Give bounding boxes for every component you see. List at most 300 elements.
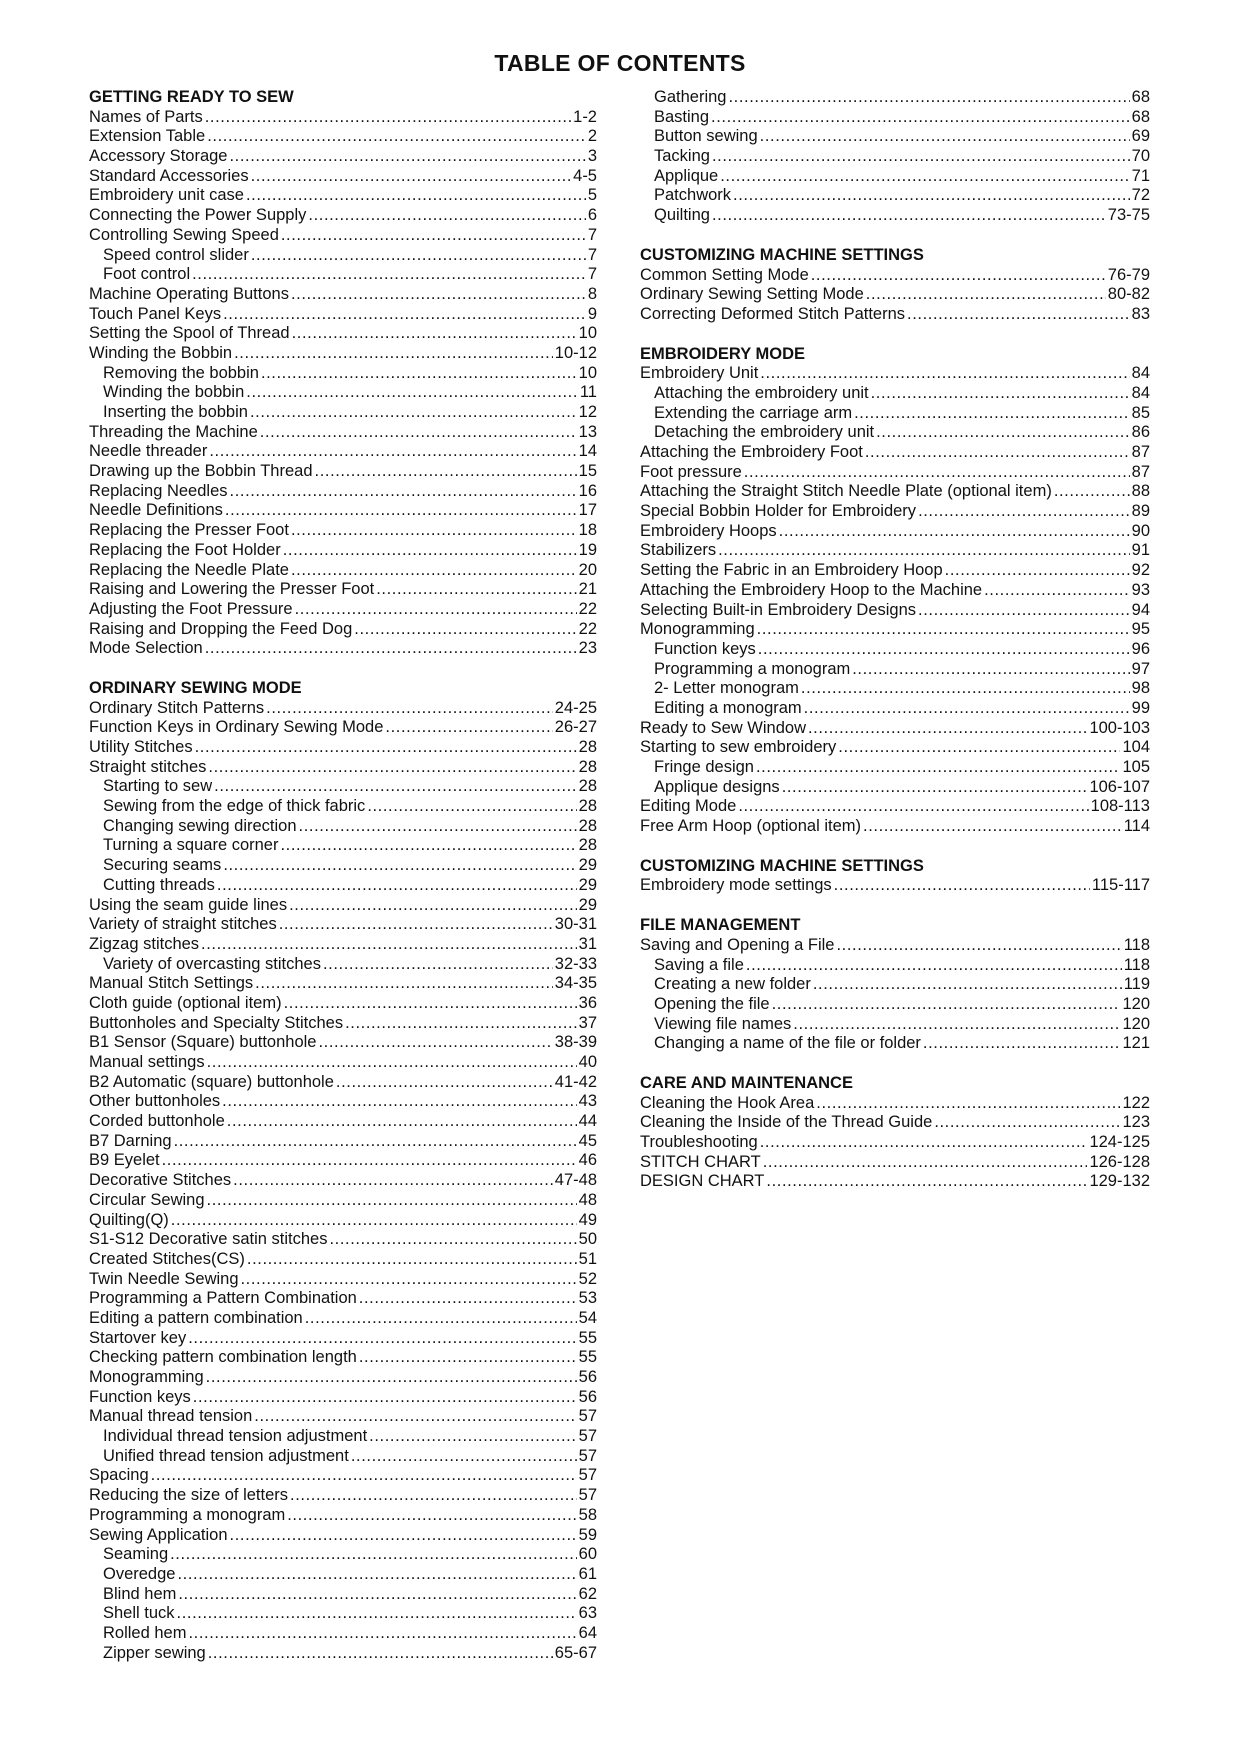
toc-entry[interactable] xyxy=(640,206,1150,226)
entry-page-number: 7 xyxy=(587,225,597,244)
toc-entry[interactable] xyxy=(89,1644,597,1664)
dot-leader xyxy=(728,88,1129,108)
section-heading: CARE AND MAINTENANCE xyxy=(640,1073,853,1092)
toc-entry[interactable] xyxy=(89,1447,597,1467)
toc-entry[interactable] xyxy=(640,502,1150,522)
toc-entry[interactable] xyxy=(89,1545,597,1565)
entry-title: Twin Needle Sewing xyxy=(89,1269,239,1288)
toc-entry[interactable] xyxy=(640,936,1150,956)
entry-title: Threading the Machine xyxy=(89,422,258,441)
toc-entry[interactable] xyxy=(89,501,597,521)
toc-entry[interactable] xyxy=(640,147,1150,167)
toc-entry[interactable] xyxy=(640,305,1150,325)
toc-entry[interactable] xyxy=(640,522,1150,542)
toc-entry[interactable] xyxy=(89,108,597,128)
toc-entry[interactable] xyxy=(89,876,597,896)
entry-page-number: 70 xyxy=(1131,147,1150,166)
entry-title: Gathering xyxy=(654,88,727,106)
toc-entry[interactable] xyxy=(89,305,597,325)
toc-entry[interactable] xyxy=(89,1230,597,1250)
toc-entry[interactable] xyxy=(640,186,1150,206)
dot-leader xyxy=(808,719,1087,739)
entry-title: Changing sewing direction xyxy=(103,816,297,835)
entry-page-number: 100-103 xyxy=(1089,718,1150,737)
dot-leader xyxy=(233,1171,553,1191)
section-heading: FILE MANAGEMENT xyxy=(640,916,801,935)
toc-entry[interactable] xyxy=(89,777,597,797)
toc-entry[interactable] xyxy=(640,561,1150,581)
entry-title: Tacking xyxy=(654,147,710,166)
entry-title: Cutting threads xyxy=(103,875,215,894)
dot-leader xyxy=(251,246,586,266)
dot-leader xyxy=(246,383,578,403)
toc-entry[interactable] xyxy=(89,1348,597,1368)
entry-page-number: 23 xyxy=(578,639,597,658)
toc-entry[interactable] xyxy=(89,1171,597,1191)
toc-entry[interactable] xyxy=(89,1329,597,1349)
toc-entry[interactable] xyxy=(640,423,1150,443)
entry-page-number: 120 xyxy=(1122,1014,1150,1033)
toc-entry[interactable] xyxy=(89,738,597,758)
section-heading: CUSTOMIZING MACHINE SETTINGS xyxy=(640,856,924,875)
entry-page-number: 58 xyxy=(578,1505,597,1524)
toc-entry[interactable] xyxy=(89,1368,597,1388)
toc-entry[interactable] xyxy=(89,699,597,719)
entry-page-number: 87 xyxy=(1131,443,1150,461)
entry-page-number: 41-42 xyxy=(554,1072,597,1091)
dot-leader xyxy=(170,1545,577,1565)
toc-entry[interactable] xyxy=(640,699,1150,719)
entry-page-number: 88 xyxy=(1131,482,1150,501)
toc-entry[interactable] xyxy=(640,995,1150,1015)
toc-entry[interactable] xyxy=(89,482,597,502)
dot-leader xyxy=(188,1624,576,1644)
toc-entry[interactable] xyxy=(640,620,1150,640)
toc-entry[interactable] xyxy=(640,1015,1150,1035)
toc-section xyxy=(640,1074,1150,1192)
dot-leader xyxy=(162,1151,577,1171)
toc-entry[interactable] xyxy=(640,1133,1150,1153)
dot-leader xyxy=(171,1211,577,1231)
dot-leader xyxy=(291,561,577,581)
toc-entry[interactable] xyxy=(89,994,597,1014)
toc-entry[interactable] xyxy=(640,266,1150,286)
toc-entry[interactable] xyxy=(89,364,597,384)
dot-leader xyxy=(247,1250,577,1270)
dot-leader xyxy=(712,147,1130,167)
entry-title: Free Arm Hoop (optional item) xyxy=(640,817,862,836)
toc-entry[interactable] xyxy=(89,620,597,640)
toc-entry[interactable] xyxy=(640,1034,1150,1054)
entry-page-number: 49 xyxy=(578,1210,597,1229)
toc-entry[interactable] xyxy=(89,442,597,462)
entry-page-number: 53 xyxy=(578,1289,597,1308)
entry-title: Starting to sew xyxy=(103,777,213,796)
toc-entry[interactable] xyxy=(89,1112,597,1132)
toc-entry[interactable] xyxy=(89,1289,597,1309)
entry-title: Function Keys in Ordinary Sewing Mode xyxy=(89,718,384,737)
dot-leader xyxy=(230,1526,577,1546)
entry-title: Correcting Deformed Stitch Patterns xyxy=(640,304,906,323)
entry-title: Extending the carriage arm xyxy=(654,403,853,422)
toc-entry[interactable] xyxy=(89,1014,597,1034)
dot-leader xyxy=(838,738,1120,758)
toc-entry[interactable] xyxy=(640,797,1150,817)
toc-right-column xyxy=(640,88,1150,1212)
toc-entry[interactable] xyxy=(89,1486,597,1506)
entry-page-number: 57 xyxy=(578,1446,597,1465)
dot-leader xyxy=(720,167,1129,187)
toc-entry[interactable] xyxy=(640,541,1150,561)
toc-entry[interactable] xyxy=(89,1053,597,1073)
entry-title: Ordinary Stitch Patterns xyxy=(89,698,265,717)
entry-title: Editing Mode xyxy=(640,797,737,816)
toc-entry[interactable] xyxy=(89,1250,597,1270)
dot-leader xyxy=(804,699,1130,719)
toc-entry[interactable] xyxy=(640,660,1150,680)
toc-entry[interactable] xyxy=(640,817,1150,837)
toc-entry[interactable] xyxy=(640,1113,1150,1133)
dot-leader xyxy=(222,1092,576,1112)
entry-title: Setting the Fabric in an Embroidery Hoop xyxy=(640,561,943,580)
toc-entry[interactable] xyxy=(89,265,597,285)
toc-entry[interactable] xyxy=(89,856,597,876)
toc-entry[interactable] xyxy=(640,404,1150,424)
dot-leader xyxy=(290,1486,577,1506)
entry-page-number: 36 xyxy=(578,993,597,1012)
toc-entry[interactable] xyxy=(89,639,597,659)
entry-title: Applique designs xyxy=(654,777,780,796)
entry-page-number: 7 xyxy=(587,245,597,264)
toc-entry[interactable] xyxy=(89,324,597,344)
entry-title: B1 Sensor (Square) buttonhole xyxy=(89,1033,317,1052)
entry-page-number: 98 xyxy=(1131,679,1150,698)
toc-entry[interactable] xyxy=(89,127,597,147)
dot-leader xyxy=(299,817,577,837)
dot-leader xyxy=(289,896,577,916)
dot-leader xyxy=(223,305,586,325)
toc-entry[interactable] xyxy=(89,206,597,226)
toc-entry[interactable] xyxy=(89,1585,597,1605)
toc-entry[interactable] xyxy=(89,974,597,994)
entry-page-number: 122 xyxy=(1122,1093,1150,1112)
dot-leader xyxy=(782,778,1088,798)
entry-title: Embroidery Hoops xyxy=(640,521,777,540)
entry-page-number: 61 xyxy=(578,1564,597,1583)
entry-page-number: 1-2 xyxy=(573,107,597,126)
toc-entry[interactable] xyxy=(640,719,1150,739)
entry-page-number: 19 xyxy=(578,540,597,559)
entry-title: Quilting(Q) xyxy=(89,1210,169,1229)
toc-entry[interactable] xyxy=(640,956,1150,976)
toc-section xyxy=(640,88,1150,226)
entry-title: Buttonholes and Specialty Stitches xyxy=(89,1013,344,1032)
entry-page-number: 118 xyxy=(1123,955,1150,974)
dot-leader xyxy=(711,108,1130,128)
dot-leader xyxy=(251,167,572,187)
toc-entry[interactable] xyxy=(89,718,597,738)
entry-title: Function keys xyxy=(654,639,756,658)
toc-entry[interactable] xyxy=(640,640,1150,660)
entry-title: Manual settings xyxy=(89,1053,205,1071)
dot-leader xyxy=(836,936,1121,956)
entry-page-number: 105 xyxy=(1122,758,1150,776)
toc-entry[interactable] xyxy=(89,226,597,246)
entry-title: Viewing file names xyxy=(654,1014,792,1033)
entry-page-number: 87 xyxy=(1131,462,1150,481)
toc-entry[interactable] xyxy=(89,561,597,581)
entry-page-number: 76-79 xyxy=(1107,265,1150,284)
entry-page-number: 6 xyxy=(587,206,597,225)
toc-entry[interactable] xyxy=(89,1388,597,1408)
entry-title: Straight stitches xyxy=(89,757,207,776)
dot-leader xyxy=(266,699,553,719)
entry-page-number: 65-67 xyxy=(554,1643,597,1662)
dot-leader xyxy=(359,1289,577,1309)
dot-leader xyxy=(209,442,576,462)
dot-leader xyxy=(205,108,571,128)
dot-leader xyxy=(923,1034,1121,1054)
toc-entry[interactable] xyxy=(89,896,597,916)
entry-title: Ordinary Sewing Setting Mode xyxy=(640,285,864,304)
entry-title: S1-S12 Decorative satin stitches xyxy=(89,1230,328,1249)
entry-page-number: 22 xyxy=(578,599,597,618)
dot-leader xyxy=(318,1033,552,1053)
dot-leader xyxy=(255,974,553,994)
entry-title: Mode Selection xyxy=(89,639,203,658)
entry-title: Corded buttonhole xyxy=(89,1112,225,1131)
dot-leader xyxy=(188,1329,576,1349)
toc-entry[interactable] xyxy=(89,1427,597,1447)
toc-entry[interactable] xyxy=(640,1172,1150,1192)
entry-title: Changing a name of the file or folder xyxy=(654,1034,921,1053)
toc-entry[interactable] xyxy=(89,186,597,206)
toc-entry[interactable] xyxy=(640,581,1150,601)
toc-entry[interactable] xyxy=(89,1604,597,1624)
toc-entry[interactable] xyxy=(640,679,1150,699)
entry-page-number: 29 xyxy=(578,895,597,914)
dot-leader xyxy=(234,344,553,364)
toc-entry[interactable] xyxy=(640,778,1150,798)
entry-title: Starting to sew embroidery xyxy=(640,738,837,757)
entry-title: Winding the bobbin xyxy=(103,383,245,402)
toc-entry[interactable] xyxy=(89,817,597,837)
toc-entry[interactable] xyxy=(89,521,597,541)
entry-title: Reducing the size of letters xyxy=(89,1486,289,1505)
entry-title: Inserting the bobbin xyxy=(103,403,248,421)
toc-entry[interactable] xyxy=(640,876,1150,896)
toc-entry[interactable] xyxy=(640,758,1150,778)
entry-title: Stabilizers xyxy=(640,541,717,560)
entry-title: Sewing Application xyxy=(89,1525,228,1544)
toc-entry[interactable] xyxy=(89,1526,597,1546)
entry-page-number: 10 xyxy=(578,324,597,343)
entry-page-number: 24-25 xyxy=(554,698,597,717)
toc-entry[interactable] xyxy=(89,1132,597,1152)
entry-page-number: 43 xyxy=(578,1092,597,1111)
entry-page-number: 57 xyxy=(578,1466,597,1485)
entry-title: Detaching the embroidery unit xyxy=(654,423,875,442)
toc-section xyxy=(89,679,597,1663)
entry-title: Individual thread tension adjustment xyxy=(103,1427,368,1446)
entry-title: Cleaning the Inside of the Thread Guide xyxy=(640,1113,933,1132)
entry-page-number: 83 xyxy=(1131,304,1150,323)
entry-page-number: 44 xyxy=(578,1112,597,1131)
toc-entry[interactable] xyxy=(89,1073,597,1093)
dot-leader xyxy=(260,423,577,443)
entry-title: Standard Accessories xyxy=(89,166,249,185)
entry-page-number: 108-113 xyxy=(1090,797,1150,816)
entry-page-number: 2 xyxy=(587,127,597,146)
dot-leader xyxy=(287,1506,576,1526)
entry-page-number: 71 xyxy=(1131,166,1150,185)
toc-entry[interactable] xyxy=(89,541,597,561)
toc-entry[interactable] xyxy=(640,482,1150,502)
dot-leader xyxy=(918,601,1130,621)
entry-page-number: 129-132 xyxy=(1089,1172,1150,1191)
toc-entry[interactable] xyxy=(89,1309,597,1329)
entry-page-number: 84 xyxy=(1131,364,1150,383)
toc-entry[interactable] xyxy=(640,88,1150,108)
dot-leader xyxy=(208,758,576,778)
entry-page-number: 114 xyxy=(1123,817,1150,836)
entry-page-number: 13 xyxy=(578,422,597,441)
toc-entry[interactable] xyxy=(89,403,597,423)
toc-entry[interactable] xyxy=(640,167,1150,187)
dot-leader xyxy=(223,856,576,876)
entry-page-number: 29 xyxy=(578,875,597,894)
entry-title: Raising and Dropping the Feed Dog xyxy=(89,619,353,638)
entry-title: Variety of straight stitches xyxy=(89,915,277,934)
toc-entry[interactable] xyxy=(640,443,1150,463)
entry-title: Button sewing xyxy=(654,127,758,146)
entry-title: Raising and Lowering the Presser Foot xyxy=(89,580,375,599)
entry-title: Common Setting Mode xyxy=(640,265,809,284)
toc-entry[interactable] xyxy=(640,364,1150,384)
toc-entry[interactable] xyxy=(640,975,1150,995)
entry-title: Drawing up the Bobbin Thread xyxy=(89,462,313,481)
dot-leader xyxy=(178,1585,576,1605)
dot-leader xyxy=(760,1133,1088,1153)
entry-page-number: 69 xyxy=(1131,127,1150,146)
entry-title: Speed control slider xyxy=(103,245,249,264)
dot-leader xyxy=(280,836,576,856)
entry-page-number: 55 xyxy=(578,1328,597,1347)
entry-page-number: 95 xyxy=(1131,620,1150,639)
entry-page-number: 21 xyxy=(578,580,597,599)
toc-entry[interactable] xyxy=(89,955,597,975)
toc-entry[interactable] xyxy=(89,423,597,443)
entry-page-number: 18 xyxy=(578,521,597,540)
entry-page-number: 73-75 xyxy=(1107,206,1150,225)
toc-entry[interactable] xyxy=(640,1153,1150,1173)
toc-entry[interactable] xyxy=(89,915,597,935)
toc-entry[interactable] xyxy=(89,1191,597,1211)
dot-leader xyxy=(201,935,577,955)
toc-entry[interactable] xyxy=(640,463,1150,483)
entry-page-number: 28 xyxy=(578,836,597,855)
toc-entry[interactable] xyxy=(89,1466,597,1486)
toc-entry[interactable] xyxy=(89,1565,597,1585)
toc-entry[interactable] xyxy=(89,935,597,955)
entry-title: Foot control xyxy=(103,265,191,284)
toc-entry[interactable] xyxy=(640,108,1150,128)
toc-entry[interactable] xyxy=(89,344,597,364)
toc-entry[interactable] xyxy=(89,1033,597,1053)
entry-title: B7 Darning xyxy=(89,1131,172,1150)
toc-entry[interactable] xyxy=(89,1407,597,1427)
toc-entry[interactable] xyxy=(640,127,1150,147)
entry-page-number: 115-117 xyxy=(1091,876,1150,895)
toc-entry[interactable] xyxy=(89,462,597,482)
entry-title: Troubleshooting xyxy=(640,1133,758,1151)
dot-leader xyxy=(323,955,553,975)
entry-title: Rolled hem xyxy=(103,1623,187,1642)
entry-page-number: 118 xyxy=(1123,935,1150,954)
entry-page-number: 17 xyxy=(578,501,597,520)
toc-entry[interactable] xyxy=(89,147,597,167)
entry-title: Replacing the Presser Foot xyxy=(89,521,289,540)
dot-leader xyxy=(305,1309,577,1329)
entry-title: Setting the Spool of Thread xyxy=(89,324,290,343)
entry-page-number: 68 xyxy=(1131,107,1150,126)
toc-entry[interactable] xyxy=(89,580,597,600)
toc-entry[interactable] xyxy=(89,758,597,778)
entry-title: Patchwork xyxy=(654,186,732,205)
entry-title: Zigzag stitches xyxy=(89,934,200,953)
toc-entry[interactable] xyxy=(89,167,597,187)
entry-title: Connecting the Power Supply xyxy=(89,206,307,225)
entry-title: Replacing Needles xyxy=(89,481,228,500)
toc-entry[interactable] xyxy=(89,1624,597,1644)
entry-title: Extension Table xyxy=(89,127,206,146)
toc-entry[interactable] xyxy=(89,1211,597,1231)
toc-entry[interactable] xyxy=(89,1151,597,1171)
dot-leader xyxy=(863,817,1122,837)
entry-page-number: 29 xyxy=(578,856,597,875)
toc-entry[interactable] xyxy=(89,246,597,266)
toc-entry[interactable] xyxy=(89,383,597,403)
entry-page-number: 11 xyxy=(579,383,597,402)
entry-title: Spacing xyxy=(89,1466,149,1485)
entry-title: Creating a new folder xyxy=(654,975,811,994)
entry-page-number: 99 xyxy=(1131,698,1150,717)
toc-entry[interactable] xyxy=(89,285,597,305)
toc-entry[interactable] xyxy=(89,797,597,817)
entry-page-number: 90 xyxy=(1131,521,1150,540)
toc-entry[interactable] xyxy=(640,285,1150,305)
entry-title: Checking pattern combination length xyxy=(89,1348,357,1367)
toc-entry[interactable] xyxy=(89,1506,597,1526)
toc-entry[interactable] xyxy=(89,1092,597,1112)
dot-leader xyxy=(283,541,577,561)
dot-leader xyxy=(801,679,1130,699)
toc-entry[interactable] xyxy=(89,1270,597,1290)
toc-entry[interactable] xyxy=(640,384,1150,404)
dot-leader xyxy=(207,127,586,147)
toc-entry[interactable] xyxy=(89,836,597,856)
toc-entry[interactable] xyxy=(89,600,597,620)
dot-leader xyxy=(945,561,1130,581)
entry-title: Editing a pattern combination xyxy=(89,1308,303,1327)
dot-leader xyxy=(369,1427,576,1447)
entry-page-number: 48 xyxy=(578,1190,597,1209)
toc-entry[interactable] xyxy=(640,738,1150,758)
entry-page-number: 123 xyxy=(1122,1113,1150,1132)
entry-title: Decorative Stitches xyxy=(89,1171,232,1190)
toc-entry[interactable] xyxy=(640,1094,1150,1114)
toc-entry[interactable] xyxy=(640,601,1150,621)
